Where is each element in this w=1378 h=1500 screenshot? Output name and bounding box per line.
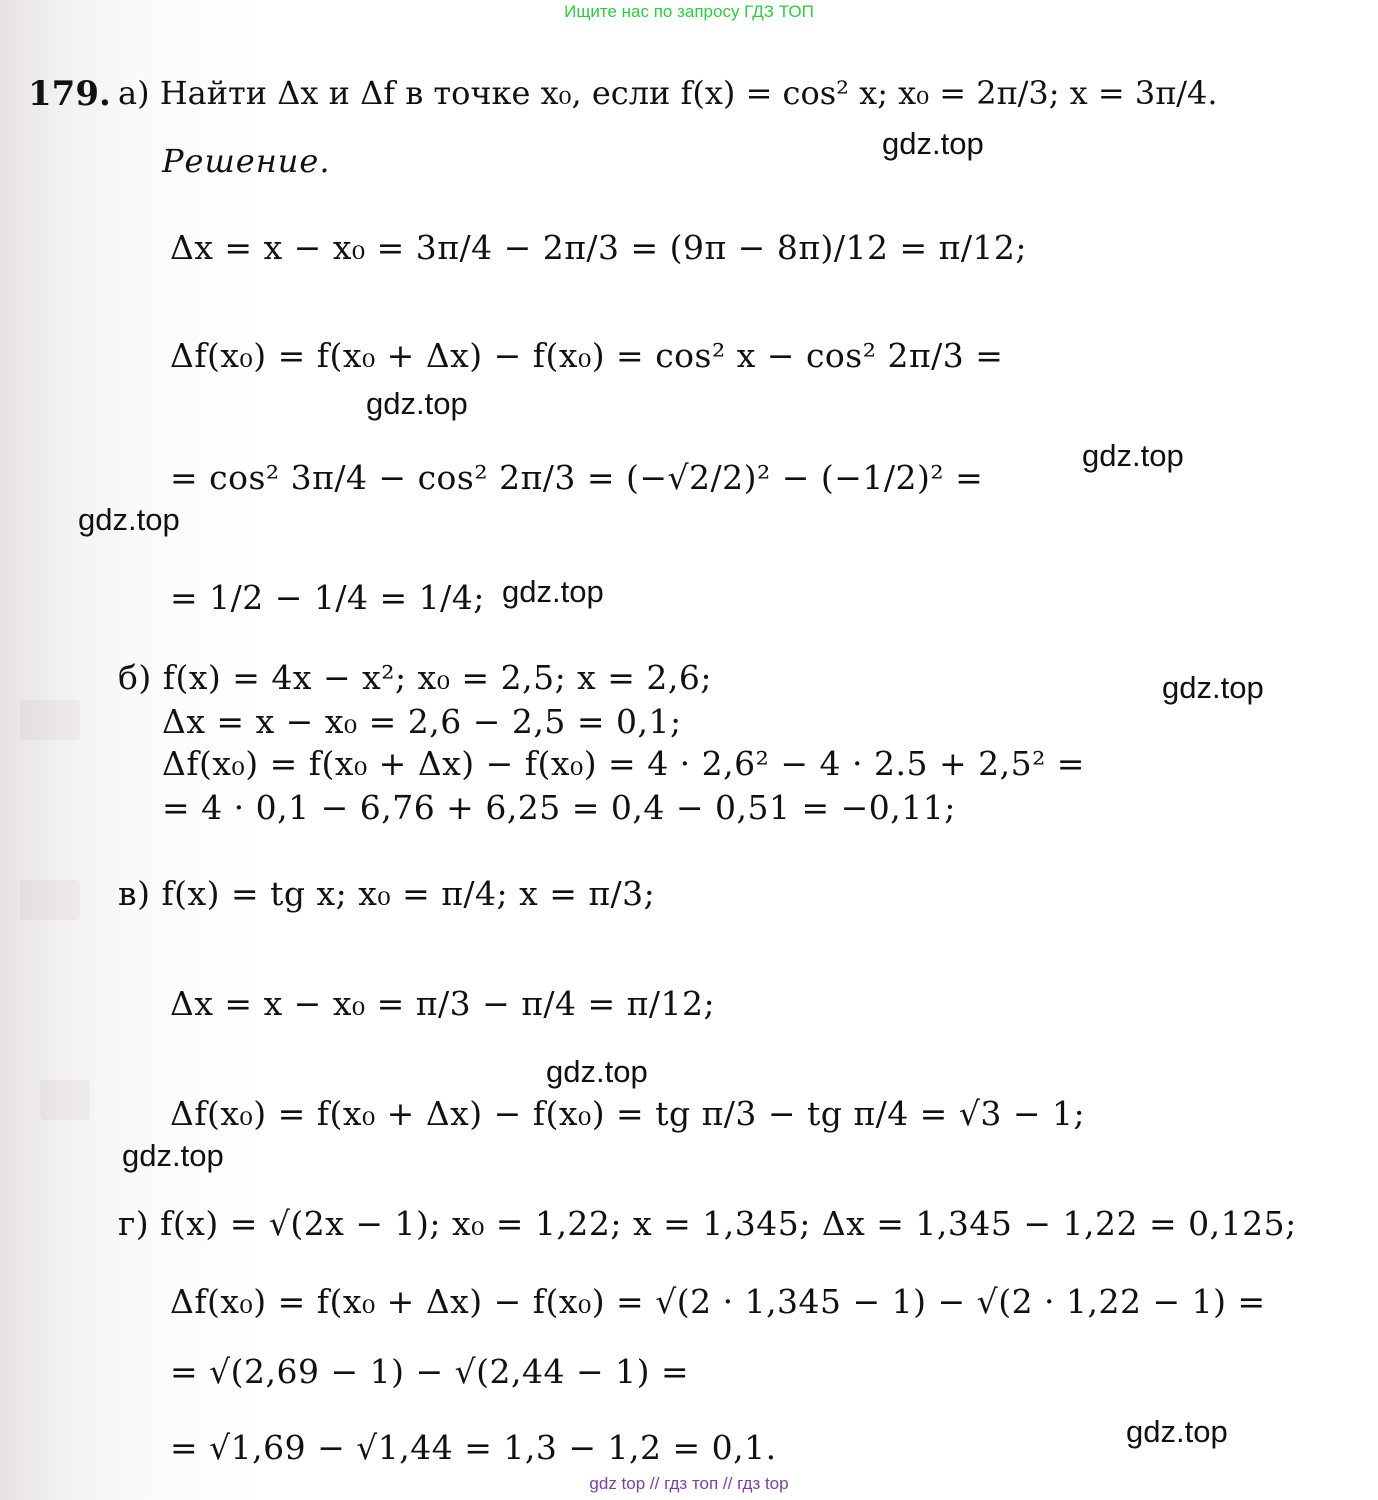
watermark: gdz.top [546,1054,648,1089]
page-shadow [20,700,80,740]
watermark: gdz.top [78,502,180,537]
part-g-line-2: Δf(x₀) = f(x₀ + Δx) − f(x₀) = √(2 · 1,345 − 1) − √(2 · 1,22 − 1) = [170,1282,1266,1321]
solution-label: Решение. [162,142,331,180]
part-a-line-3: = cos² 3π/4 − cos² 2π/3 = (−√2/2)² − (−1/2)² = [170,458,984,497]
watermark: gdz.top [1126,1414,1228,1449]
watermark: gdz.top [1162,670,1264,705]
part-a-line-4: = 1/2 − 1/4 = 1/4; [170,578,485,617]
part-b-line-1: б) f(x) = 4x − x²; x₀ = 2,5; x = 2,6; [118,658,713,697]
part-b-line-4: = 4 · 0,1 − 6,76 + 6,25 = 0,4 − 0,51 = −0,11; [162,788,956,827]
part-g-line-1: г) f(x) = √(2x − 1); x₀ = 1,22; x = 1,345; Δx = 1,345 − 1,22 = 0,125; [118,1204,1297,1243]
watermark: gdz.top [502,574,604,609]
footer-link[interactable]: gdz top // гдз топ // гдз top [589,1474,789,1493]
page-shadow [40,1080,90,1120]
watermark: gdz.top [1082,438,1184,473]
part-v-line-2: Δx = x − x₀ = π/3 − π/4 = π/12; [170,984,716,1023]
header-search-link[interactable]: Ищите нас по запросу ГДЗ ТОП [564,2,814,21]
part-v-line-1: в) f(x) = tg x; x₀ = π/4; x = π/3; [118,874,656,913]
part-a-line-1: Δx = x − x₀ = 3π/4 − 2π/3 = (9π − 8π)/12 = π/12; [170,228,1028,267]
part-b-line-3: Δf(x₀) = f(x₀ + Δx) − f(x₀) = 4 · 2,6² − 4 · 2.5 + 2,5² = [162,744,1085,783]
part-v-line-3: Δf(x₀) = f(x₀ + Δx) − f(x₀) = tg π/3 − tg π/4 = √3 − 1; [170,1094,1086,1133]
part-g-line-4: = √1,69 − √1,44 = 1,3 − 1,2 = 0,1. [170,1428,777,1467]
part-b-line-2: Δx = x − x₀ = 2,6 − 2,5 = 0,1; [162,702,682,741]
part-a-line-2: Δf(x₀) = f(x₀ + Δx) − f(x₀) = cos² x − cos² 2π/3 = [170,336,1004,375]
watermark: gdz.top [882,126,984,161]
part-g-line-3: = √(2,69 − 1) − √(2,44 − 1) = [170,1352,690,1391]
page-shadow [20,880,80,920]
part-a-statement: а) Найти Δx и Δf в точке x₀, если f(x) = cos² x; x₀ = 2π/3; x = 3π/4. [118,74,1218,112]
problem-number: 179. [28,74,111,114]
watermark: gdz.top [366,386,468,421]
watermark: gdz.top [122,1138,224,1173]
